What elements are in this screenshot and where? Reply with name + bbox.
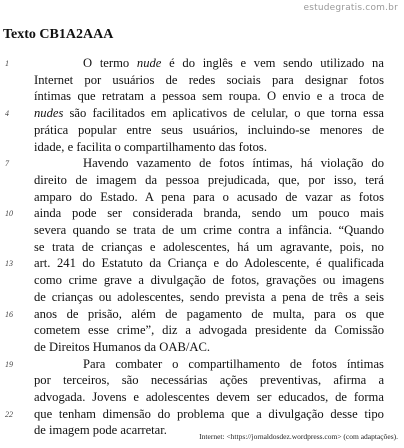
text-line: de imagem pode acarretar. <box>34 423 167 438</box>
text-line: prática popular entre seus usuários, incluindo-se menores de <box>34 122 385 137</box>
line-number: 19 <box>5 359 13 369</box>
text-line: anos de prisão, além de pagamento de multa, para os que <box>34 306 385 321</box>
text-line: por terceiros, são necessárias ações preventivas, afirma a <box>34 373 385 388</box>
text-title: Texto CB1A2AAA <box>3 27 114 42</box>
text-line: que tenham dimensão do problema que a divulgação desse tipo <box>34 406 384 421</box>
text-line: como crime grave a divulgação de fotos, gravações ou imagens <box>34 273 384 288</box>
text-line: cometem esse crime”, diz a advogada presidente da Comissão <box>34 323 385 338</box>
line-number: 13 <box>5 259 13 269</box>
text-line: Internet por usuários de redes sociais para designar fotos <box>34 72 384 87</box>
text-line: íntimas que retratam a pessoa sem roupa. O envio e a troca de <box>34 89 384 104</box>
text-line: ainda pode ser considerada branda, sendo um pouco mais <box>34 206 384 221</box>
text-line: amparo do Estado. A pena para o acusado de vazar as fotos <box>34 189 384 204</box>
text-line: severa quando se trata de um crime contra a infância. “Quando <box>34 223 385 237</box>
text-line: nudes são facilitados em aplicativos de celular, o que torna essa <box>34 106 385 121</box>
text-line: se trata de crianças e adolescentes, há um agravante, pois, no <box>34 239 384 254</box>
text-line: art. 241 do Estatuto da Criança e do Adolescente, é qualificada <box>34 256 385 271</box>
text-line: de Direitos Humanos da OAB/AC. <box>34 339 210 354</box>
line-number: 7 <box>5 159 9 169</box>
text-line: de crianças ou adolescentes, sendo prevista a pena de três a seis <box>34 289 385 304</box>
watermark: estudegratis.com.br <box>303 3 398 13</box>
text-line: idade, e facilita o compartilhamento das fotos. <box>34 139 267 154</box>
line-number: 1 <box>5 59 9 68</box>
line-number: 4 <box>5 109 9 119</box>
line-number: 10 <box>5 209 13 219</box>
text-line: direito de imagem da pessoa prejudicada, que, por isso, terá <box>34 172 384 187</box>
line-number: 22 <box>5 409 13 419</box>
text-line: Havendo vazamento de fotos íntimas, há violação do <box>83 156 385 171</box>
text-line: advogada. Jovens e adolescentes devem ser educados, de forma <box>34 390 384 404</box>
source-citation: Internet: <https://jornaldosdez.wordpress.com> (com adaptações). <box>199 432 398 441</box>
text-line: Para combater o compartilhamento de fotos íntimas <box>83 356 384 371</box>
line-number: 16 <box>5 309 13 319</box>
text-line: O termo nude é do inglês e vem sendo utilizado na <box>83 56 384 70</box>
